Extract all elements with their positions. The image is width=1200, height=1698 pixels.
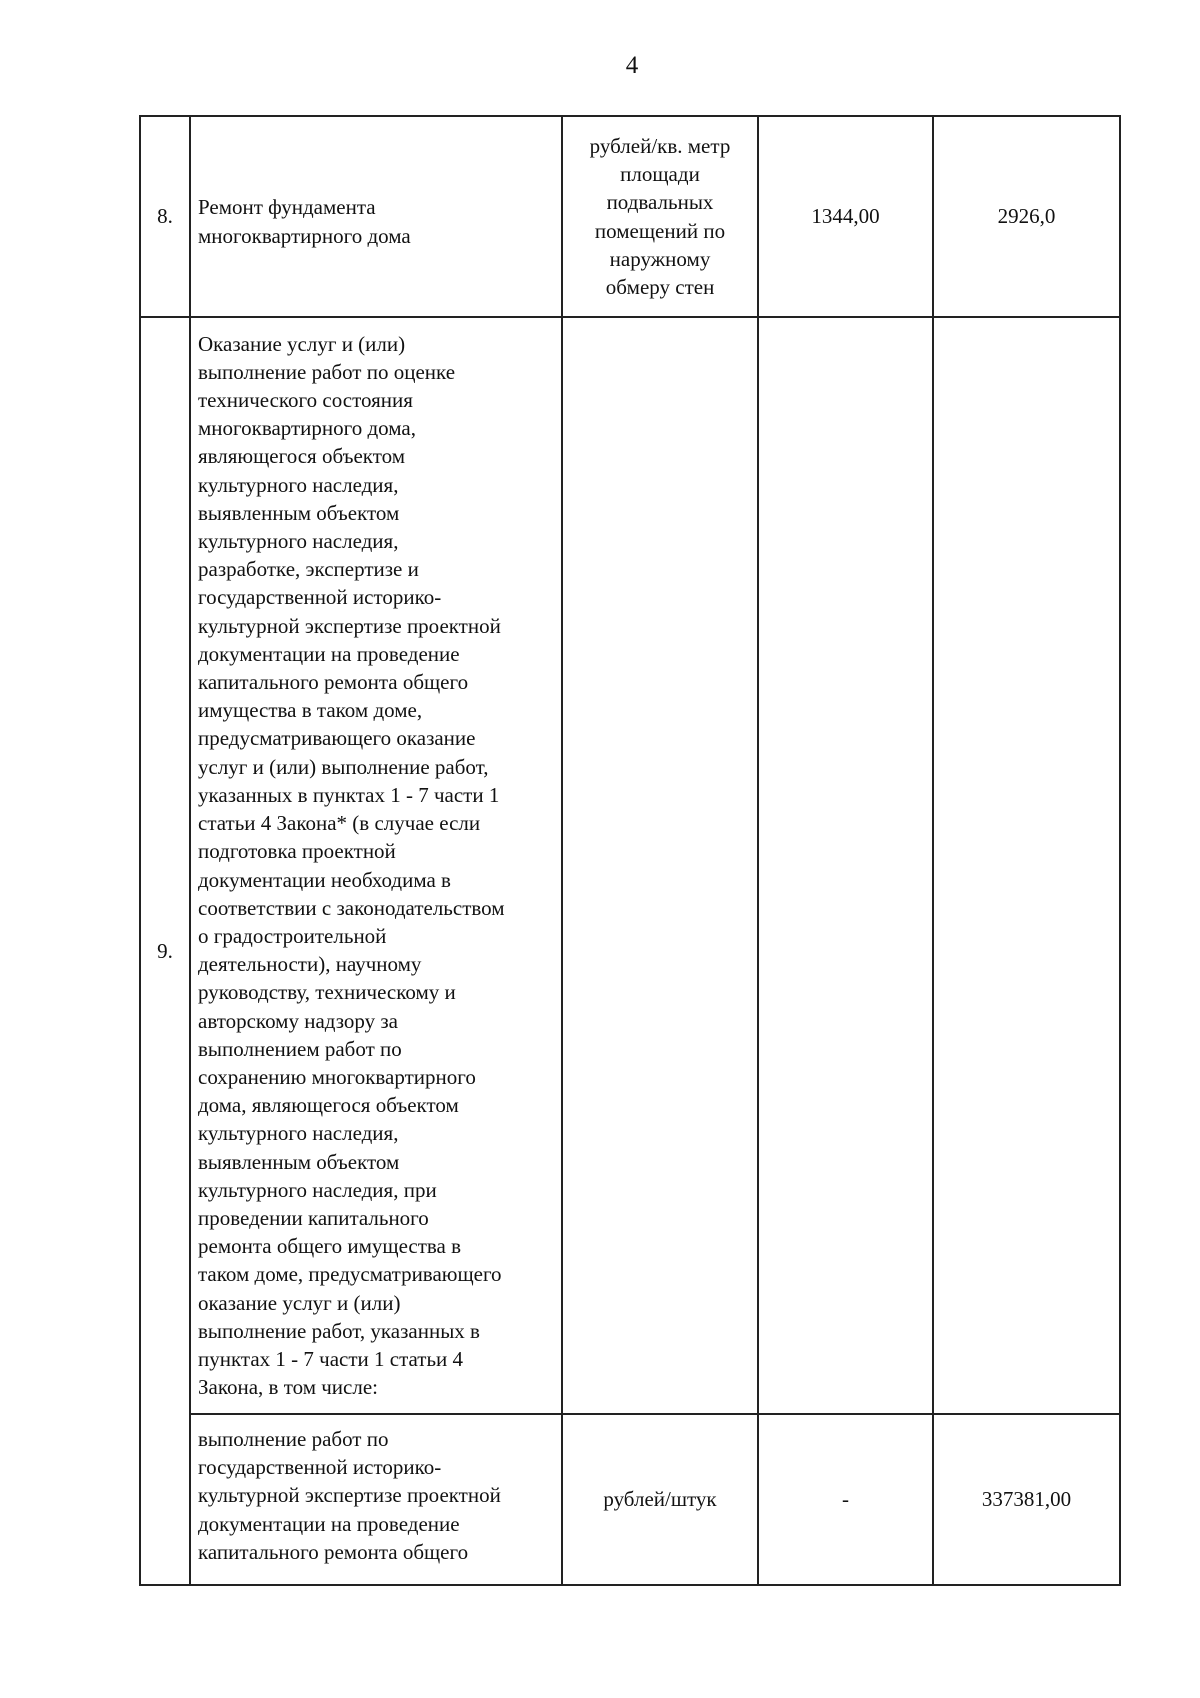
text-line: дома, являющегося объектом: [198, 1093, 459, 1118]
text-line: культурного наследия,: [198, 529, 399, 554]
text-line: пунктах 1 - 7 части 1 статьи 4: [198, 1346, 464, 1371]
text-line: Ремонт фундамента: [198, 195, 376, 220]
work-name-cell: [190, 116, 562, 317]
text-line: проведении капитального: [198, 1205, 429, 1230]
text-line: соответствии с законодательством: [198, 895, 505, 920]
text-line: выполнение работ по: [198, 1427, 389, 1451]
text-line: подготовка проектной: [198, 839, 396, 864]
text-line: документации на проведение: [198, 1511, 460, 1536]
text-line: выявленным объектом: [198, 1149, 400, 1174]
text-line: помещений по: [594, 218, 726, 243]
text-line: технического состояния: [198, 388, 413, 413]
text-line: многоквартирного дома,: [198, 416, 416, 441]
unit-cell: рублей/штук: [562, 1414, 758, 1585]
table-row-9-sub: [140, 1414, 1120, 1585]
table-row-9: [140, 317, 1120, 1414]
value-cell-1: -: [758, 1414, 933, 1585]
rates-table: [139, 115, 1121, 1586]
text-line: государственной историко-: [198, 1455, 442, 1480]
text-line: документации необходима в: [198, 867, 451, 892]
text-line: культурной экспертизе проектной: [198, 613, 501, 638]
page-number: 4: [625, 52, 639, 79]
text-line: обмеру стен: [605, 274, 715, 299]
text-line: Оказание услуг и (или): [198, 331, 406, 356]
text-line: документации на проведение: [198, 641, 460, 666]
value-cell-2: 337381,00: [933, 1414, 1120, 1585]
text-line: Закона, в том числе:: [198, 1375, 378, 1400]
text-line: культурной экспертизе проектной: [198, 1483, 501, 1508]
text-line: руководству, техническому и: [198, 980, 456, 1005]
text-line: площади: [620, 162, 700, 187]
text-line: государственной историко-: [198, 585, 442, 610]
text-line: рублей/кв. метр: [589, 133, 731, 158]
text-line: культурного наследия,: [198, 1121, 399, 1146]
text-line: многоквартирного дома: [198, 223, 411, 248]
value-cell-1: [758, 317, 933, 1414]
row-number: 8.: [140, 116, 190, 317]
value-cell-2: 2926,0: [933, 116, 1120, 317]
text-line: наружному: [609, 246, 711, 271]
unit-cell: [562, 116, 758, 317]
work-name-cell: [190, 317, 562, 1414]
text-line: авторскому надзору за: [198, 1008, 398, 1033]
text-line: выполнение работ, указанных в: [198, 1318, 480, 1343]
text-line: выполнением работ по: [198, 1036, 402, 1061]
text-line: разработке, экспертизе и: [198, 557, 419, 582]
work-name-cell: [190, 1414, 562, 1585]
text-line: оказание услуг и (или): [198, 1290, 401, 1315]
text-line: таком доме, предусматривающего: [198, 1262, 502, 1287]
text-line: указанных в пунктах 1 - 7 части 1: [198, 782, 500, 807]
text-line: являющегося объектом: [198, 444, 406, 469]
row-number: 9.: [140, 317, 190, 1585]
value-cell-2: [933, 317, 1120, 1414]
text-line: о градостроительной: [198, 923, 387, 948]
text-line: услуг и (или) выполнение работ,: [198, 754, 489, 779]
text-line: выявленным объектом: [198, 500, 400, 525]
text-line: предусматривающего оказание: [198, 726, 476, 751]
value-cell-1: 1344,00: [758, 116, 933, 317]
text-line: сохранению многоквартирного: [198, 1064, 476, 1089]
text-line: статьи 4 Закона* (в случае если: [198, 811, 481, 836]
table-row-8: [140, 116, 1120, 317]
text-line: капитального ремонта общего: [198, 670, 469, 695]
text-line: культурного наследия,: [198, 472, 399, 497]
text-line: ремонта общего имущества в: [198, 1234, 462, 1259]
text-line: имущества в таком доме,: [198, 698, 423, 723]
text-line: деятельности), научному: [198, 952, 422, 977]
text-line: капитального ремонта общего: [198, 1539, 469, 1564]
text-line: подвальных: [606, 190, 714, 215]
text-line: выполнение работ по оценке: [198, 359, 456, 384]
text-line: культурного наследия, при: [198, 1177, 437, 1202]
unit-cell: [562, 317, 758, 1414]
